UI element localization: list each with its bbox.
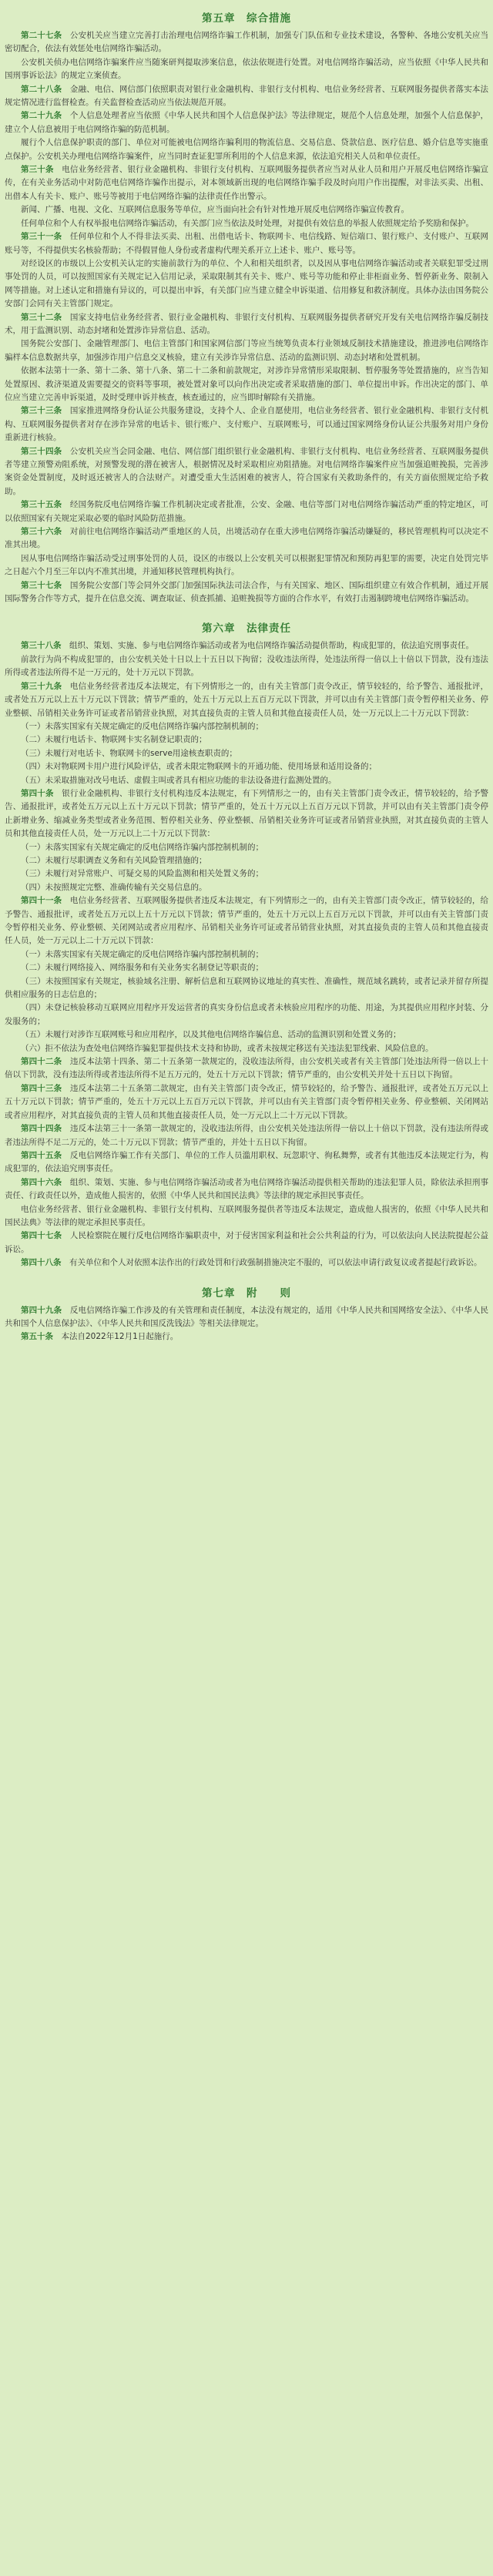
article-number: 第二十九条: [21, 111, 62, 121]
article-text: （一）未落实国家有关规定确定的反电信网络诈骗内部控制机制的；: [21, 842, 263, 852]
article-paragraph: [5, 445, 488, 499]
article-paragraph: [5, 498, 488, 525]
article-text: 电信业务经营者、互联网服务提供者违反本法规定，有下列情形之一的，由有关主管部门责令改正，情节较轻的，给予警告、通报批评，或者处五万元以上五十万元以下罚款；情节严重的，处五十万元以上五百万元以下罚款，并可以由有关主管部门责令暂停相关业务、停业整顿、关闭网站或者应用程序、吊销相关业务许可证或者吊销营业执照，对其直接负责的主管人员和其他直接责任人员，处一万元以上二十万元以下罚款：: [5, 896, 489, 946]
article-continuation: [5, 720, 488, 733]
article-number: 第四十六条: [21, 1177, 62, 1187]
article-continuation: [5, 203, 488, 216]
article-number: 第四十八条: [21, 1258, 62, 1268]
article-text: 反电信网络诈骗工作涉及的有关管理和责任制度，本法没有规定的，适用《中华人民共和国网络安全法》、《中华人民共和国个人信息保护法》、《中华人民共和国反洗钱法》等相关法律规定。: [5, 1305, 489, 1328]
article-number: 第四十条: [21, 788, 54, 798]
article-text: 任何单位和个人有权举报电信网络诈骗活动，有关部门应当依法及时处理，对提供有效信息的举报人依照规定给予奖励和保护。: [21, 218, 474, 228]
article-continuation: [5, 841, 488, 854]
article-paragraph: [5, 1256, 488, 1270]
article-paragraph: [5, 1176, 488, 1203]
article-text: 组织、策划、实施、参与电信网络诈骗活动或者为电信网络诈骗活动提供帮助，构成犯罪的，依法追究刑事责任。: [69, 641, 474, 651]
article-number: 第三十八条: [21, 641, 62, 651]
article-paragraph: [5, 1149, 488, 1176]
article-number: 第三十六条: [21, 527, 62, 537]
article-paragraph: [5, 1055, 488, 1082]
article-number: 第四十三条: [21, 1083, 62, 1093]
article-continuation: [5, 56, 488, 83]
chapter-body: [5, 1304, 488, 1344]
article-text: 经国务院反电信网络诈骗工作机制决定或者批准，公安、金融、电信等部门对电信网络诈骗活动严重的特定地区，可以依照国家有关规定采取必要的临时风险防范措施。: [5, 500, 489, 523]
article-text: （三）未履行对电话卡、物联网卡的serve用途核查职责的；: [21, 748, 237, 758]
article-continuation: [5, 975, 488, 1002]
article-number: 第三十五条: [21, 500, 62, 510]
article-text: 电信业务经营者、银行业金融机构、非银行支付机构、互联网服务提供者应当对从业人员和用户开展反电信网络诈骗宣传，在有关业务活动中对防范电信网络诈骗作出提示，对本领域新出现的电信网络诈骗手段及时向用户作出提醒，对非法买卖、出租、出借本人有关卡、账户、账号等被用于电信网络诈骗的法律责任作出警示。: [5, 165, 489, 201]
article-text: （三）未履行对异常账户、可疑交易的风险监测和相关处置义务的；: [21, 869, 263, 879]
article-text: （一）未落实国家有关规定确定的反电信网络诈骗内部控制机制的；: [21, 949, 263, 959]
article-text: （四）未登记核验移动互联网应用程序开发运营者的真实身份信息或者未核验应用程序的功能、用途，为其提供应用程序封装、分发服务的；: [5, 1003, 488, 1026]
article-number: 第四十七条: [21, 1231, 62, 1241]
article-paragraph: [5, 1082, 488, 1122]
article-text: （五）未采取措施对改号电话、虚假主叫或者具有相应功能的非法设备进行监测处置的。: [21, 775, 337, 785]
article-continuation: [5, 774, 488, 787]
article-continuation: [5, 1001, 488, 1028]
article-number: 第二十八条: [21, 84, 62, 94]
article-text: 公安机关应当建立完善打击治理电信网络诈骗工作机制，加强专门队伍和专业技术建设，各警种、各地公安机关应当密切配合，依法有效惩处电信网络诈骗活动。: [5, 31, 489, 54]
article-text: 电信业务经营者违反本法规定，有下列情形之一的，由有关主管部门责令改正，情节较轻的，给予警告、通报批评，或者处五万元以上五十万元以下罚款；情节严重的，处五十万元以上五百万元以下罚款，并可以由有关主管部门责令暂停相关业务、停业整顿、吊销相关业务许可证或者吊销营业执照，对其直接负责的主管人员和其他直接责任人员，处一万元以上二十万元以下罚款：: [5, 681, 489, 718]
article-number: 第五十条: [21, 1332, 53, 1342]
article-text: 新闻、广播、电视、文化、互联网信息服务等单位，应当面向社会有针对性地开展反电信网络诈骗宣传教育。: [21, 205, 409, 215]
article-continuation: [5, 747, 488, 760]
article-paragraph: [5, 230, 488, 257]
article-continuation: [5, 1042, 488, 1055]
article-continuation: [5, 867, 488, 880]
article-paragraph: [5, 163, 488, 203]
article-number: 第四十四条: [21, 1124, 62, 1134]
chapter-7: [5, 1286, 488, 1344]
article-continuation: [5, 948, 488, 961]
article-paragraph: [5, 109, 488, 136]
article-text: （一）未落实国家有关规定确定的反电信网络诈骗内部控制机制的；: [21, 721, 263, 731]
article-number: 第三十三条: [21, 406, 62, 416]
chapter-title: 第六章 法律责任: [202, 622, 291, 636]
article-continuation: [5, 337, 488, 364]
article-number: 第三十二条: [21, 312, 62, 322]
article-text: 履行个人信息保护职责的部门、单位对可能被电信网络诈骗利用的物流信息、交易信息、贷款信息、医疗信息、婚介信息等实施重点保护。公安机关办理电信网络诈骗案件，应当同时查证犯罪所利用的个人信息来源，依法追究相关人员和单位责任。: [5, 138, 488, 161]
article-text: 任何单位和个人不得非法买卖、出租、出借电话卡、物联网卡、电信线路、短信端口、银行账户、支付账户、互联网账号等，不得提供实名核验帮助；不得假冒他人身份或者虚构代理关系开立上述卡、账户、账号等。: [5, 232, 489, 255]
article-paragraph: [5, 1229, 488, 1256]
article-text: 人民检察院在履行反电信网络诈骗职责中，对于侵害国家利益和社会公共利益的行为，可以依法向人民法院提起公益诉讼。: [5, 1231, 489, 1254]
article-text: 金融、电信、网信部门依照职责对银行业金融机构、非银行支付机构、电信业务经营者、互联网服务提供者落实本法规定情况进行监督检查。有关监督检查活动应当依法规范开展。: [5, 84, 489, 108]
article-text: 反电信网络诈骗工作有关部门、单位的工作人员滥用职权、玩忽职守、徇私舞弊，或者有其他违反本法规定行为，构成犯罪的，依法追究刑事责任。: [5, 1150, 489, 1174]
article-text: 因从事电信网络诈骗活动受过刑事处罚的人员，设区的市级以上公安机关可以根据犯罪情况和预防再犯罪的需要，决定自处罚完毕之日起六个月至三年以内不准其出境，并通知移民管理机构执行。: [5, 553, 488, 577]
article-paragraph: [5, 1330, 488, 1343]
article-continuation: [5, 217, 488, 230]
article-number: 第四十九条: [21, 1305, 62, 1315]
article-paragraph: [5, 1304, 488, 1331]
article-continuation: [5, 1203, 488, 1230]
article-paragraph: [5, 525, 488, 552]
chapter-5: [5, 11, 488, 605]
chapter-title: 第五章 综合措施: [202, 12, 291, 25]
article-text: 国务院公安部门等会同外交部门加强国际执法司法合作，与有关国家、地区、国际组织建立有效合作机制，通过开展国际警务合作等方式，提升在信息交流、调查取证、侦查抓捕、追赃挽损等方面的合作水平，有效打击遏制跨境电信网络诈骗活动。: [5, 580, 489, 604]
article-number: 第二十七条: [21, 31, 62, 40]
chapter-title: 第七章 附 则: [202, 1286, 291, 1300]
article-paragraph: [5, 579, 488, 606]
article-continuation: [5, 552, 488, 579]
article-text: 国家推进网络身份认证公共服务建设，支持个人、企业自愿使用，电信业务经营者、银行业金融机构、非银行支付机构、互联网服务提供者对存在涉诈异常的电话卡、银行账户、支付账户、互联网账号，可以通过国家网络身份认证公共服务对用户身份重新进行核验。: [5, 406, 489, 443]
article-continuation: [5, 257, 488, 311]
article-paragraph: [5, 787, 488, 841]
chapter-body: [5, 639, 488, 1270]
article-text: 个人信息处理者应当依照《中华人民共和国个人信息保护法》等法律规定，规范个人信息处理，加强个人信息保护，建立个人信息被用于电信网络诈骗的防范机制。: [5, 111, 489, 134]
article-paragraph: [5, 29, 488, 56]
article-text: 公安机关应当会同金融、电信、网信部门组织银行业金融机构、非银行支付机构、电信业务经营者、互联网服务提供者等建立预警劝阻系统，对预警发现的潜在被害人，根据情况及时采取相应劝阻措施。对电信网络诈骗案件应当加强追赃挽损，完善涉案资金处置制度，及时返还被害人的合法财产。对遭受重大生活困难的被害人，符合国家有关救助条件的，有关方面依照规定给予救助。: [5, 446, 489, 496]
article-number: 第四十一条: [21, 896, 62, 906]
article-text: 违反本法第十四条、第二十五条第一款规定的，没收违法所得，由公安机关或者有关主管部门处违法所得一倍以上十倍以下罚款，没有违法所得或者违法所得不足五万元的，处五十万元以下罚款；情节严重的，由公安机关并处十五日以下拘留。: [5, 1057, 489, 1080]
article-text: 组织、策划、实施、参与电信网络诈骗活动或者为电信网络诈骗活动提供相关帮助的违法犯罪人员，除依法承担刑事责任、行政责任以外，造成他人损害的，依照《中华人民共和国民法典》等法律的规定承担民事责任。: [5, 1177, 489, 1201]
article-text: （二）未履行尽职调查义务和有关风险管理措施的；: [21, 855, 207, 865]
article-text: （二）未履行电话卡、物联网卡实名制登记职责的；: [21, 735, 207, 745]
article-text: （三）未按照国家有关规定，核验域名注册、解析信息和互联网协议地址的真实性、准确性，规范域名跳转，或者记录并留存所提供相应服务的日志信息的；: [5, 976, 488, 1000]
article-continuation: [5, 136, 488, 163]
article-text: 国家支持电信业务经营者、银行业金融机构、非银行支付机构、互联网服务提供者研究开发有关电信网络诈骗反制技术，用于监测识别、动态封堵和处置涉诈异常信息、活动。: [5, 312, 489, 335]
article-text: 对前往电信网络诈骗活动严重地区的人员，出境活动存在重大涉电信网络诈骗活动嫌疑的，移民管理机构可以决定不准其出境。: [5, 527, 489, 550]
article-continuation: [5, 653, 488, 680]
article-paragraph: [5, 639, 488, 652]
article-text: 本法自2022年12月1日起施行。: [61, 1332, 179, 1342]
article-text: （四）未按照规定完整、准确传输有关交易信息的。: [21, 882, 207, 892]
article-text: 电信业务经营者、银行业金融机构、非银行支付机构、互联网服务提供者等违反本法规定，造成他人损害的，依照《中华人民共和国民法典》等法律的规定承担民事责任。: [5, 1204, 488, 1227]
article-paragraph: [5, 894, 488, 948]
article-continuation: [5, 961, 488, 974]
article-paragraph: [5, 1122, 488, 1149]
article-number: 第三十七条: [21, 580, 62, 590]
chapter-6: [5, 621, 488, 1270]
article-continuation: [5, 854, 488, 867]
article-number: 第四十二条: [21, 1057, 62, 1067]
article-text: 有关单位和个人对依照本法作出的行政处罚和行政强制措施决定不服的，可以依法申请行政复议或者提起行政诉讼。: [69, 1258, 482, 1268]
article-paragraph: [5, 680, 488, 720]
article-number: 第三十四条: [21, 446, 62, 456]
article-text: 公安机关侦办电信网络诈骗案件应当随案研判提取涉案信息，依法依规进行处置。对电信网络诈骗活动，应当依照《中华人民共和国刑事诉讼法》的规定立案侦查。: [5, 57, 488, 81]
article-text: 银行业金融机构、非银行支付机构违反本法规定，有下列情形之一的，由有关主管部门责令改正，情节较轻的，给予警告、通报批评，或者处五万元以上五十万元以下罚款；情节严重的，处五十万元以上五百万元以下罚款，并可以由有关主管部门责令停止新增业务、缩减业务类型或者业务范围、暂停相关业务、停业整顿、吊销相关业务许可证或者吊销营业执照，对其直接负责的主管人员和其他直接责任人员，处一万元以上二十万元以下罚款：: [5, 788, 489, 839]
article-continuation: [5, 733, 488, 746]
article-text: （二）未履行网络接入、网络服务和有关业务实名制登记等职责的；: [21, 963, 263, 973]
article-number: 第三十条: [21, 165, 54, 175]
article-text: 国务院公安部门、金融管理部门、电信主管部门和国家网信部门等应当统筹负责本行业领域反制技术措施建设，推进涉电信网络诈骗样本信息数据共享，加强涉诈用户信息交叉核验，建立有关涉诈异常信息、活动的监测识别、动态封堵和处置机制。: [5, 339, 488, 362]
article-continuation: [5, 760, 488, 773]
article-text: （四）未对物联网卡用户进行风险评估，或者未限定物联网卡的开通功能、使用场景和适用设备的；: [21, 762, 377, 772]
article-continuation: [5, 881, 488, 894]
chapter-body: [5, 29, 488, 605]
article-text: 依据本法第十一条、第十二条、第十八条、第二十二条和前款规定，对涉诈异常情形采取限制、暂停服务等处置措施的，应当告知处置原因、救济渠道及需要提交的资料等事项，被处置对象可以向作出决定或者采取措施的部门、单位提出申诉。作出决定的部门、单位应当建立完善申诉渠道，及时受理申诉并核查，核查通过的，应当即时解除有关措施。: [5, 366, 488, 402]
article-text: 违反本法第二十五条第二款规定，由有关主管部门责令改正，情节较轻的，给予警告、通报批评，或者处五万元以上五十万元以下罚款；情节严重的，处五十万元以上五百万元以下罚款，并可以由有关主管部门责令暂停相关业务、停业整顿、关闭网站或者应用程序，对其直接负责的主管人员和其他直接责任人员，处一万元以上二十万元以下罚款。: [5, 1083, 489, 1120]
article-number: 第四十五条: [21, 1150, 62, 1160]
article-paragraph: [5, 83, 488, 110]
article-text: 对经设区的市级以上公安机关认定的实施前款行为的单位、个人和相关组织者，以及因从事电信网络诈骗活动或者关联犯罪受过刑事处罚的人员，可以按照国家有关规定记入信用记录，采取限制其有关卡、账户、账号等功能和停止非柜面业务、暂停新业务、限制入网等措施。对上述认定和措施有异议的，可以提出申诉，有关部门应当建立健全申诉渠道、信用修复和救济制度。具体办法由国务院公安部门会同有关主管部门规定。: [5, 258, 488, 309]
article-text: （五）未履行对涉诈互联网账号和应用程序，以及其他电信网络诈骗信息、活动的监测识别和处置义务的；: [21, 1030, 401, 1040]
article-text: 违反本法第三十一条第一款规定的，没收违法所得，由公安机关处违法所得一倍以上十倍以下罚款，没有违法所得或者违法所得不足二万元的，处二十万元以下罚款；情节严重的，并处十五日以下拘留。: [5, 1124, 489, 1147]
article-number: 第三十一条: [21, 232, 62, 242]
article-number: 第三十九条: [21, 681, 62, 691]
article-text: 前款行为尚不构成犯罪的，由公安机关处十日以上十五日以下拘留；没收违法所得，处违法所得一倍以上十倍以下罚款，没有违法所得或者违法所得不足一万元的，处十万元以下罚款。: [5, 654, 488, 678]
article-continuation: [5, 1028, 488, 1041]
article-continuation: [5, 364, 488, 404]
article-paragraph: [5, 311, 488, 338]
article-paragraph: [5, 404, 488, 444]
article-text: （六）拒不依法为查处电信网络诈骗犯罪提供技术支持和协助，或者未按规定移送有关违法犯罪线索、风险信息的。: [21, 1043, 434, 1053]
